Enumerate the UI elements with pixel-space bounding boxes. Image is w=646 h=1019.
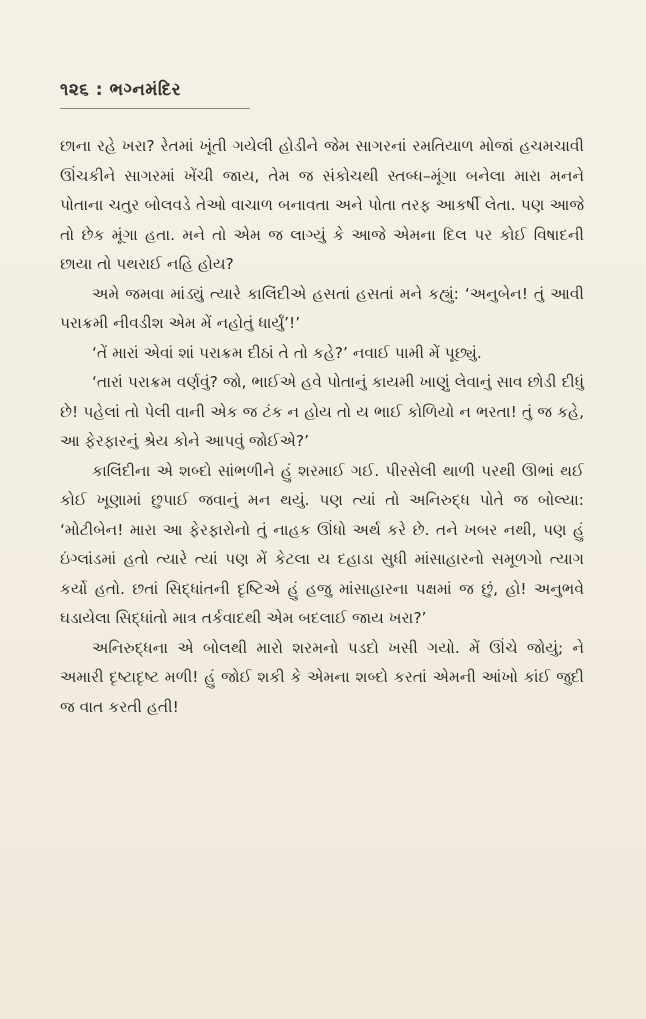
paragraph: કાલિંદીના એ શબ્દો સાંભળીને હું શરમાઈ ગઈ. પીરસેલી થાળી પરથી ઊભાં થઈ કોઈ ખૂણામાં છુપાઈ જવાનું મન થયું. પણ ત્યાં તો અનિરુદ્ધ પોતે જ બોલ્યા: ‘મોટીબેન! મારા આ ફેરફારોનો તું નાહક ઊંધો અર્થ કરે છે. તને ખબર નથી, પણ હું ઇંગ્લાંડમાં હતો ત્યારે ત્યાં પણ મેં કેટલા ય દહાડા સુધી માંસાહારનો સમૂળગો ત્યાગ કર્યો હતો. છતાં સિદ્ધાંતની દૃષ્ટિએ હું હજુ માંસાહારના પક્ષમાં જ છું, હો! અનુભવે ઘડાયેલા સિદ્ધાંતો માત્ર તર્કવાદથી એમ બદલાઈ જાય ખરા?’: [60, 461, 584, 627]
paragraph: ‘તેં મારાં એવાં શાં પરાક્રમ દીઠાં તે તો કહે?’ નવાઈ પામી મેં પૂછ્યું.: [92, 343, 482, 362]
paragraph: અમે જમવા માંડ્યું ત્યારે કાલિંદીએ હસતાં હસતાં મને કહ્યું: ‘અનુબેન! તું આવી પરાક્રમી નીવડીશ એમ મેં નહોતું ધાર્યું’!’: [60, 284, 584, 332]
paragraph: છાના રહે ખરા? રેતમાં ખૂંતી ગયેલી હોડીને જેમ સાગરનાં રમતિયાળ મોજાં હચમચાવી ઊંચકીને સાગરમાં ખેંચી જાય, તેમ જ સંકોચથી સ્તબ્ધ–મૂંગા બનેલા મારા મનને પોતાના ચતુર બોલવડે તેઓ વાચાળ બનાવતા અને પોતા તરફ આકર્ષી લેતા. પણ આજે તો છેક મૂંગા હતા. મને તો એમ જ લાગ્યું કે આજે એમના દિલ પર કોઈ વિષાદની છાયા તો પથરાઈ નહિ હોય?: [60, 137, 584, 273]
body-text: [60, 132, 584, 722]
paragraph: ‘તારાં પરાક્રમ વર્ણવું? જો, ભાઈએ હવે પોતાનું કાયમી ખાણું લેવાનું સાવ છોડી દીધું છે! પહેલાં તો પેલી વાની એક જ ટંક ન હોય તો ય ભાઈ કોળિયો ન ભરતા! તું જ કહે, આ ફેરફારનું શ્રેય કોને આપવું જોઈએ?’: [60, 373, 584, 450]
header-rule: [60, 108, 250, 109]
page-header: [60, 80, 580, 109]
paragraph: અનિરુદ્ધના એ બોલથી મારો શરમનો પડદો ખસી ગયો. મેં ઊંચે જોયું; ને અમારી દૃષ્ટાદૃષ્ટ મળી! હું જોઈ શકી કે એમના શબ્દો કરતાં એમની આંખો કાંઈ જુદી જ વાત કરતી હતી!: [60, 638, 584, 716]
running-head: ૧૨૬ : ભગ્નમંદિર: [60, 80, 182, 100]
